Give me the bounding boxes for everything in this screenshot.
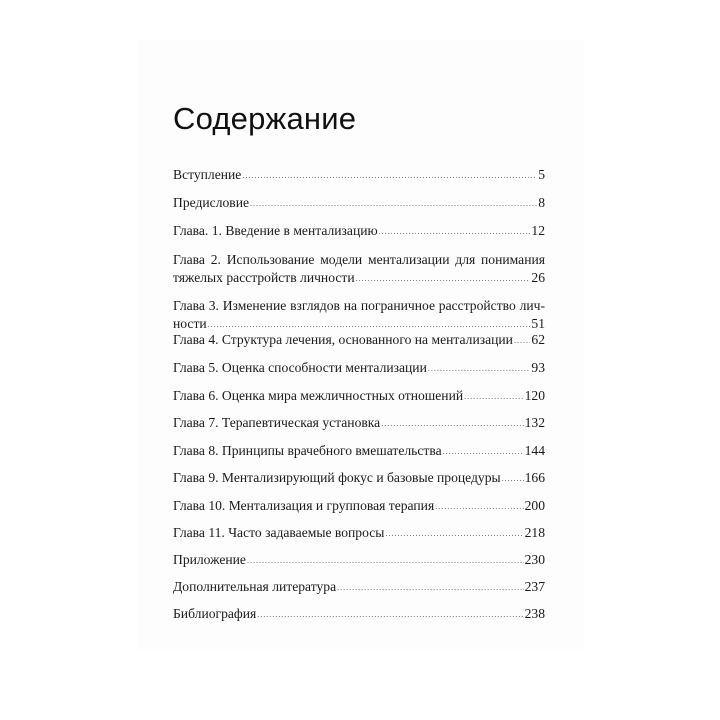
toc-entry-title-line-1: Глава 3. Изменение взглядов на пограничное расстройство лич-: [173, 298, 545, 313]
dot-leader: [514, 332, 530, 350]
dot-leader: [385, 525, 523, 543]
toc-page-number: 93: [531, 360, 545, 375]
toc-entry-title: Библиография: [173, 606, 257, 621]
toc-entry-title: Глава 9. Ментализирующий фокус и базовые процедуры: [173, 470, 501, 485]
toc-page-number: 238: [524, 606, 545, 621]
toc-page-number: 200: [524, 498, 545, 513]
toc-entry-title: Глава 4. Структура лечения, основанного на ментализации: [173, 332, 513, 347]
toc-entry-introduction: [173, 166, 545, 184]
toc-entry-title: Предисловие: [173, 195, 250, 210]
dot-leader: [356, 270, 531, 288]
dot-leader: [250, 195, 537, 213]
toc-entry-title-line-1: Глава 2. Использование модели ментализации для понимания: [173, 252, 545, 267]
dot-leader: [428, 360, 531, 378]
toc-entry-appendix: [173, 551, 545, 569]
toc-entry-title: Глава 7. Терапевтическая установка: [173, 415, 381, 430]
toc-entry-title: Глава. 1. Введение в ментализацию: [173, 223, 378, 238]
toc-entry-bibliography: [173, 605, 545, 623]
toc-entry-preface: [173, 194, 545, 212]
toc-entry-title-line-2: тяжелых расстройств личности: [173, 270, 355, 285]
dot-leader: [443, 443, 524, 461]
toc-entry-chapter-6: [173, 387, 545, 405]
toc-entry-title: Дополнительная литература: [173, 579, 337, 594]
toc-entry-chapter-8: [173, 442, 545, 460]
toc-entry-title-line-2: ности: [173, 316, 207, 331]
toc-entry-chapter-3: [173, 297, 545, 333]
toc-page-number: 26: [531, 270, 545, 285]
toc-entry-chapter-1: [173, 222, 545, 240]
toc-entry-chapter-4: [173, 331, 545, 349]
dot-leader: [337, 579, 523, 597]
toc-page-number: 5: [538, 167, 545, 182]
toc-entry-title: Глава 5. Оценка способности ментализации: [173, 360, 427, 375]
toc-page-number: 166: [524, 470, 545, 485]
dot-leader: [247, 552, 524, 570]
toc-entry-chapter-11: [173, 524, 545, 542]
toc-page-number: 132: [524, 415, 545, 430]
dot-leader: [381, 415, 523, 433]
toc-entry-title: Глава 6. Оценка мира межличностных отношений: [173, 388, 464, 403]
toc-entry-chapter-7: [173, 414, 545, 432]
toc-page-number: 62: [531, 332, 545, 347]
dot-leader: [435, 498, 523, 516]
toc-page-number: 120: [524, 388, 545, 403]
toc-page-number: 144: [524, 443, 545, 458]
toc-page-number: 8: [538, 195, 545, 210]
page-title: Содержание: [173, 101, 357, 136]
toc-page-number: 12: [531, 223, 545, 238]
toc-entry-title: Глава 8. Принципы врачебного вмешательства: [173, 443, 442, 458]
dot-leader: [379, 223, 531, 241]
dot-leader: [464, 388, 523, 406]
toc-page-number: 230: [524, 552, 545, 567]
dot-leader: [242, 167, 537, 185]
toc-page-number: 218: [524, 525, 545, 540]
toc-entry-title: Приложение: [173, 552, 246, 567]
toc-page-number: 237: [524, 579, 545, 594]
toc-entry-title: Глава 10. Ментализация и групповая терапия: [173, 498, 435, 513]
dot-leader: [502, 470, 524, 488]
dot-leader: [257, 606, 523, 624]
toc-entry-chapter-9: [173, 469, 545, 487]
toc-entry-chapter-2: [173, 251, 545, 287]
toc-page-number: 51: [531, 316, 545, 331]
toc-entry-further-reading: [173, 578, 545, 596]
toc-entry-chapter-10: [173, 497, 545, 515]
toc-entry-title: Глава 11. Часто задаваемые вопросы: [173, 525, 385, 540]
toc-entry-chapter-5: [173, 359, 545, 377]
toc-entry-title: Вступление: [173, 167, 242, 182]
